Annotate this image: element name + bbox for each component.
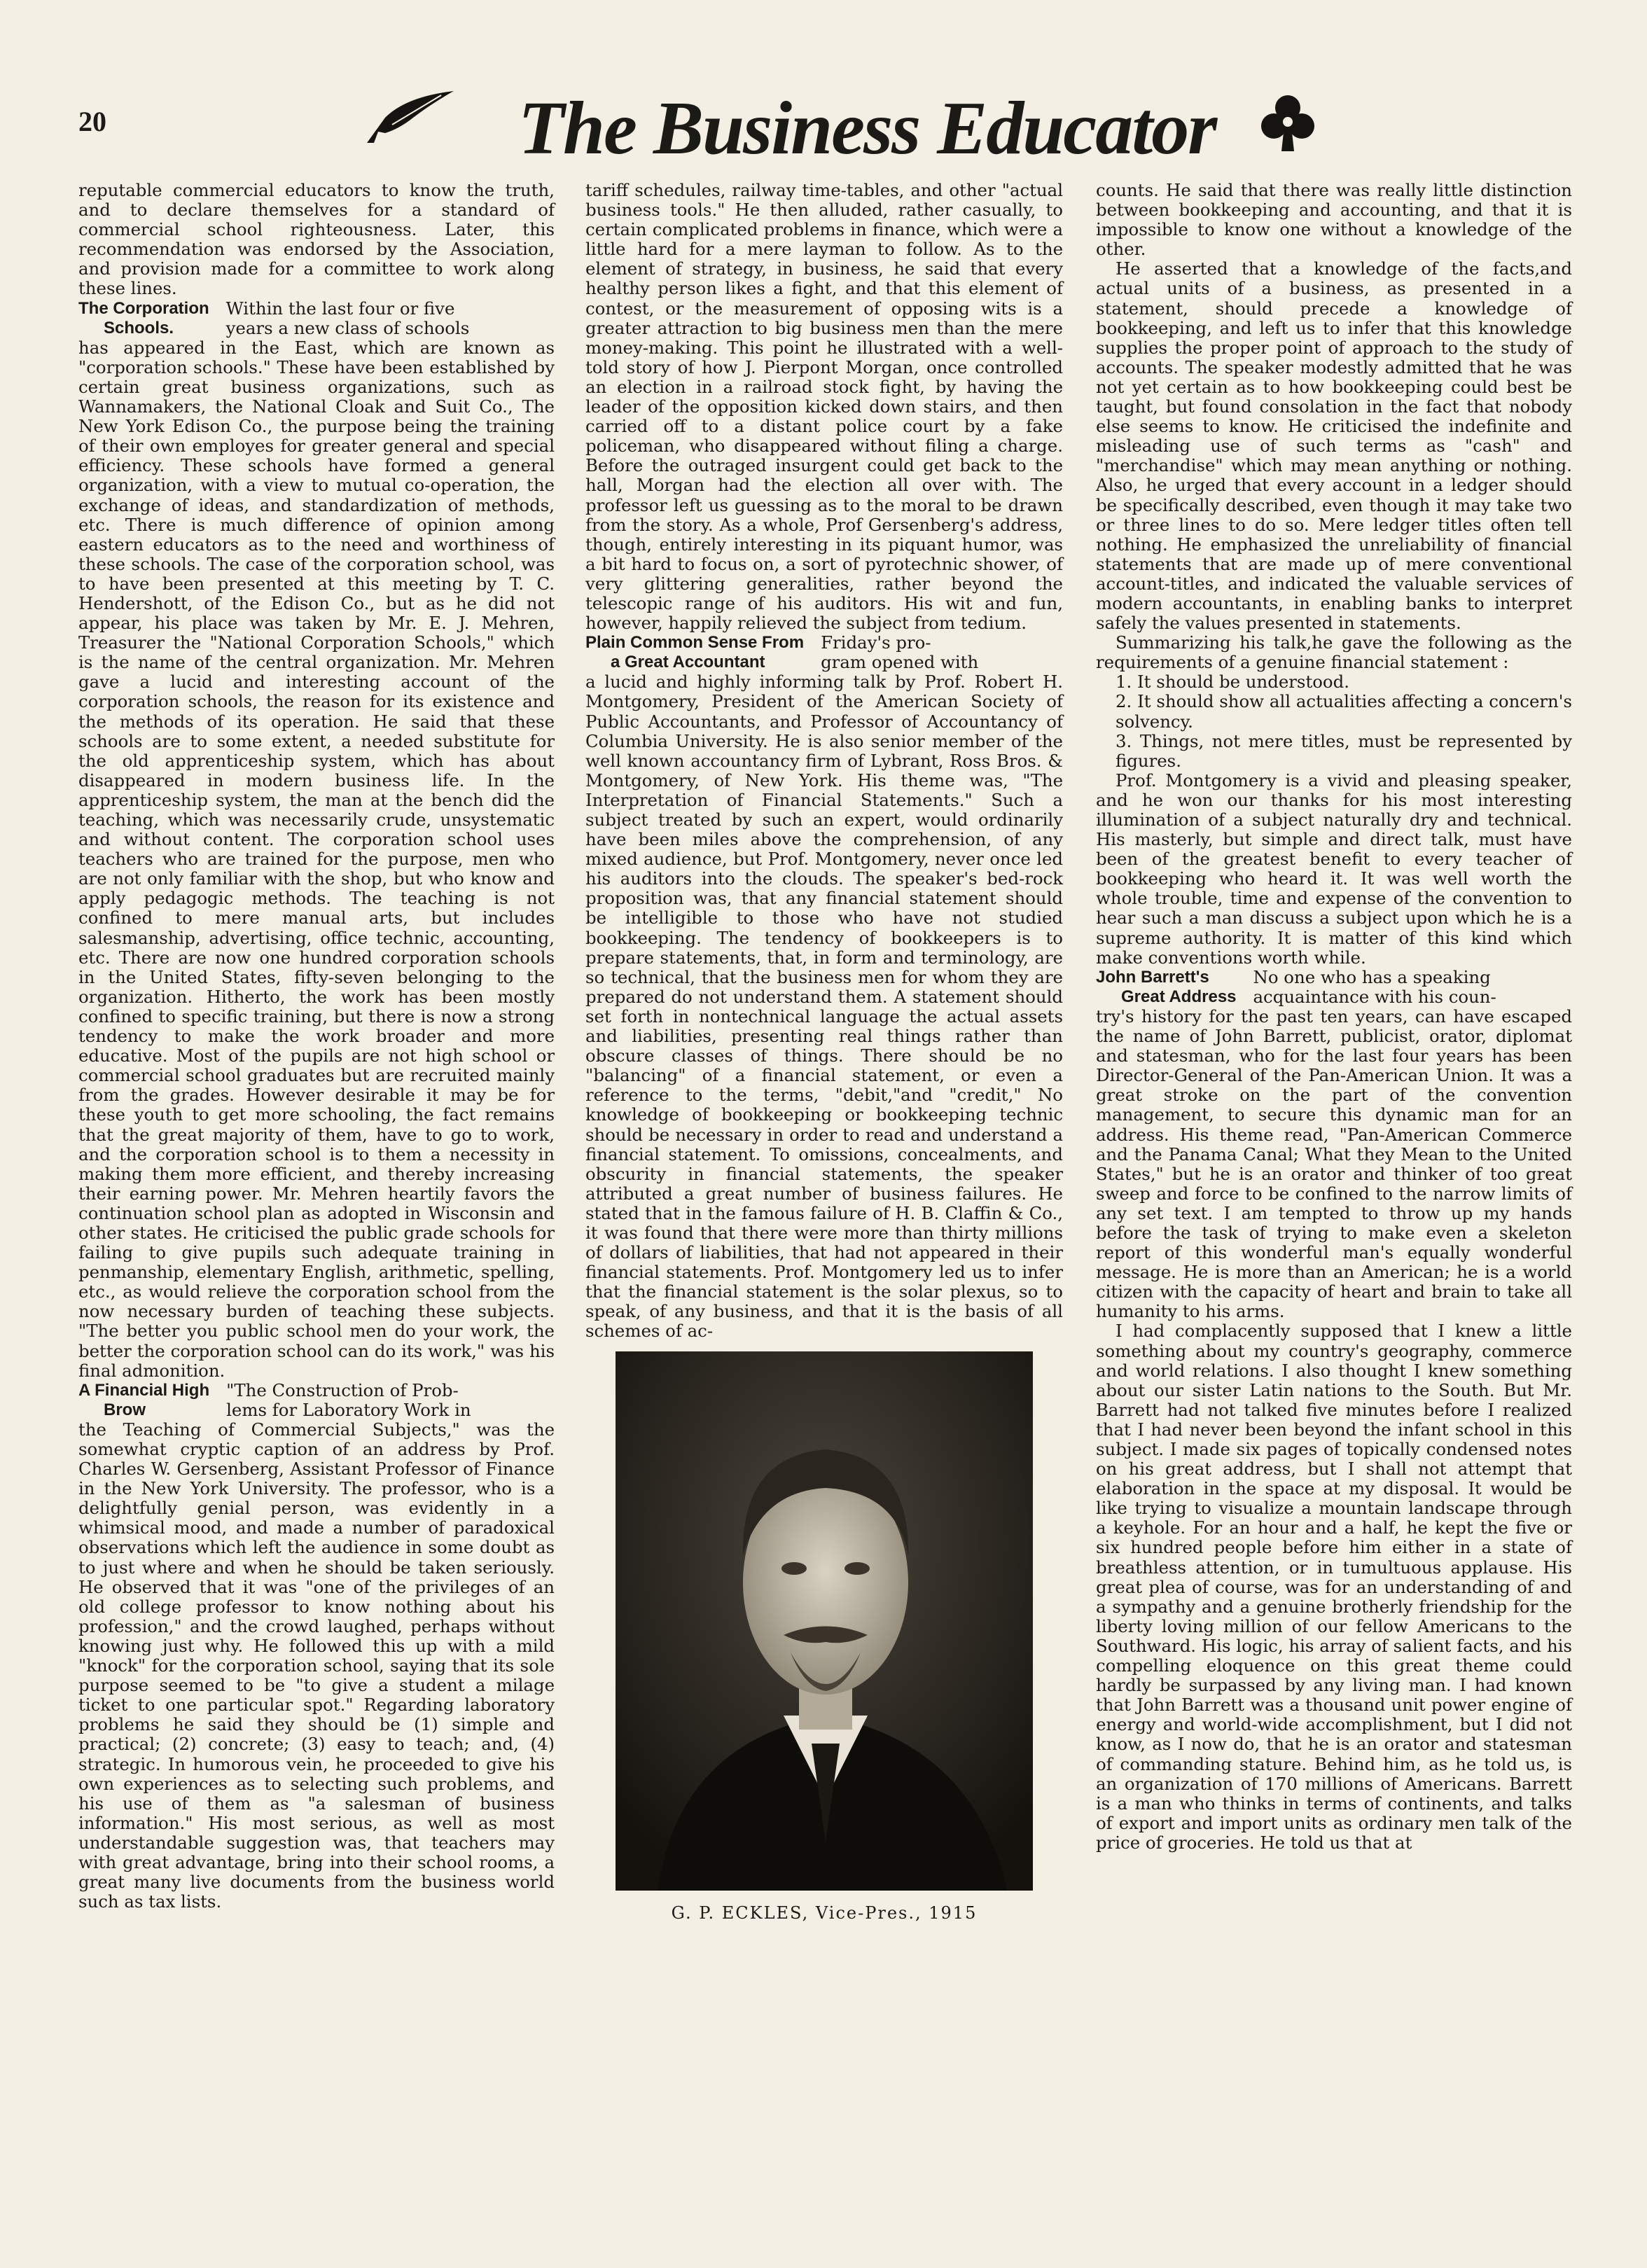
column-2 bbox=[585, 181, 1063, 1923]
side-heading-text: No one who has a speaking bbox=[1253, 966, 1491, 987]
side-heading-plain-common-sense bbox=[585, 633, 1063, 672]
side-heading-label: a Great Accountant bbox=[611, 653, 765, 672]
side-heading-label: Great Address bbox=[1121, 987, 1237, 1006]
portrait-photo bbox=[616, 1351, 1033, 1891]
side-heading-label: A Financial High bbox=[78, 1380, 210, 1400]
page-number: 20 bbox=[78, 106, 106, 137]
side-heading-label: Brow bbox=[104, 1400, 146, 1419]
paragraph: a lucid and highly informing talk by Prof. Robert H. Montgomery, President of the American Society of Public Accountants, and Professor of Accountancy of Columbia University. He is also senior member of the well known accountancy firm of Lybrant, Ross Bros. & Montgomery, of New York. His theme was, "The Interpretation of Financial Statements." Such a subject treated by such an expert, would ordinarily have been miles above the comprehension, of any mixed audience, but Prof. Montgomery, never once led his auditors into the clouds. The speaker's bed-rock proposition was, that any financial statement should be intelligible to those who have not studied bookkeeping. The tendency of bookkeepers is to prepare statements, that, in form and terminology, are so technical, that the business men for whom they are prepared do not understand them. A statement should set forth in nontechnical language the actual assets and liabilities, presenting real things rather than obscure classes of things. There should be no "balancing" of a financial statement, or even a reference to the terms, "debit,"and "credit," No knowledge of bookkeeping or bookkeeping technic should be necessary in order to read and understand a financial statement. To omissions, concealments, and obscurity in financial statements, the speaker attributed a great number of business failures. He stated that in the famous failure of H. B. Claffin & Co., it was found that there were more than thirty millions of dollars of liabilities, that had not appeared in their financial statements. Prof. Montgomery led us to infer that the financial statement is the solar plexus, so to speak, of any business, and that it is the basis of all schemes of ac- bbox=[585, 672, 1063, 1342]
side-heading-financial-high-brow bbox=[78, 1381, 555, 1420]
side-heading-text: Within the last four or five bbox=[225, 298, 455, 319]
list-item: 2. It should show all actualities affecting a concern's solvency. bbox=[1116, 691, 1572, 732]
paragraph: I had complacently supposed that I knew a little something about my country's geography, commerce and world relations. I also thought I knew something about our sister Latin nations to the South. But Mr. Barrett had not talked five minutes before I realized that I had never been beyond the infant school in this subject. I made six pages of topically condensed notes on his great address, but I shall not attempt that elaboration in the space at my disposal. It would be like trying to visualize a mountain landscape through a keyhole. For an hour and a half, he kept the five or six hundred people before him either in a state of breathless attention, or in tumultuous applause. His great plea of course, was for an understanding of and a sympathy and a genuine brotherly friendship for the liberty loving million of our fellow Americans to the Southward. His logic, his array of salient facts, and his compelling eloquence on this great theme could hardly be surpassed by any living man. I had known that John Barrett was a thousand unit power engine of energy and world-wide accomplishment, but I did not know, as I now do, that he is an orator and statesman of commanding stature. Behind him, as he told us, is an organization of 170 millions of Americans. Barrett is a man who thinks in terms of continents, and talks of export and import units as ordinary men talk of the price of groceries. He told us that at bbox=[1096, 1321, 1572, 1853]
paragraph: counts. He said that there was really little distinction between bookkeeping and accounting, and that it is impossible to know one without a knowledge of the other. bbox=[1096, 180, 1572, 260]
side-heading-text: years a new class of schools bbox=[225, 317, 470, 338]
side-heading-label: John Barrett's bbox=[1096, 967, 1209, 987]
side-heading-text: acquaintance with his coun- bbox=[1253, 986, 1496, 1007]
paragraph: He asserted that a knowledge of the facts,and actual units of a business, as presented in a statement, should precede a knowledge of bookkeeping, and left us to infer that this knowledge supplies the proper point of approach to the study of accounts. The speaker modestly admitted that he was not yet certain as to how bookkeeping could best be taught, but found consolation in the fact that nobody else seems to know. He criticised the indefinite and misleading use of such terms as "cash" and "merchandise" which may mean anything or nothing. Also, he urged that every account in a ledger should be specifically described, even though it may take two or three lines to do so. Mere ledger titles often tell nothing. He emphasized the unreliability of financial statements that are made up of mere conventional account-titles, and indicated the valuable services of modern accountants, in enabling banks to interpret safely the values presented in statements. bbox=[1096, 258, 1572, 634]
column-3 bbox=[1096, 181, 1572, 1853]
paragraph: try's history for the past ten years, can have escaped the name of John Barrett, publicist, orator, diplomat and statesman, who for the last four years has been Director-General of the Pan-American Union. It was a great stroke on the part of the convention management, to secure this dynamic man for an address. His theme read, "Pan-American Commerce and the Panama Canal; What they Mean to the United States," but he is an orator and thinker of too great sweep and force to be confined to the narrow limits of any set text. I am tempted to throw up my hands before the task of trying to make even a skeleton report of this wonderful man's equally wonderful message. He is more than an American; he is a world citizen with the capacity of heart and brain to take all humanity to his arms. bbox=[1096, 1006, 1572, 1322]
paragraph: has appeared in the East, which are known as "corporation schools." These have been established by certain great business organizations, such as Wannamakers, the National Cloak and Suit Co., The New York Edison Co., the purpose being the training of their own employes for greater general and special efficiency. These schools have formed a general organization, with a view to mutual co-operation, the exchange of ideas, and standardization of methods, etc. There is much difference of opinion among eastern educators as to the need and worthiness of these schools. The case of the corporation school, was to have been presented at this meeting by T. C. Hendershott, of the Edison Co., but as he did not appear, his place was taken by Mr. E. J. Mehren, Treasurer the "National Corporation Schools," which is the name of the central organization. Mr. Mehren gave a lucid and interesting account of the corporation schools, the reason for its existence and the methods of its operation. He said that these schools are to some extent, a needed substitute for the old apprenticeship system, which has about disappeared in modern business life. In the apprenticeship system, the man at the bench did the teaching, which was necessarily crude, unsystematic and without content. The corporation school uses teachers who are trained for the purpose, men who are not only familiar with the shop, but who know and apply pedagogic methods. The teaching is not confined to mere manual arts, but includes salesmanship, advertising, office technic, accounting, etc. There are now one hundred corporation schools in the United States, fifty-seven belonging to the organization. Hitherto, the work has been mostly confined to specific training, but there is now a strong tendency to make the work broader and more educative. Most of the pupils are not high school or commercial school graduates but are recruited mainly from the grades. However desirable it may be for these youth to get more schooling, the fact remains that the great majority of them, have to go to work, and the corporation school is to them a necessity in making them more efficient, and thereby increasing their earning power. Mr. Mehren heartily favors the continuation school plan as adopted in Wisconsin and other states. He criticised the public grade schools for failing to give pupils such adequate training in penmanship, elementary English, arithmetic, spelling, etc., as would relieve the corporation school from the now necessary burden of teaching these subjects. "The better you public school men do your work, the better the corporation school can do its work," was his final admonition. bbox=[78, 337, 555, 1381]
list-item: 1. It should be understood. bbox=[1116, 672, 1349, 693]
paragraph: reputable commercial educators to know the truth, and to declare themselves for a standard of commercial school righteousness. Later, this recommendation was endorsed by the Association, and provision made for a committee to work along these lines. bbox=[78, 180, 555, 299]
quill-pen-icon bbox=[364, 90, 455, 146]
paragraph: the Teaching of Commercial Subjects," was the somewhat cryptic caption of an address by Prof. Charles W. Gersenberg, Assistant Professor of Finance in the New York University. The professor, who is a delightfully genial person, was evidently in a whimsical mood, and made a number of paradoxical observations which left the audience in some doubt as to just where and when he should be taken seriously. He observed that it was "one of the privileges of an old college professor to know nothing about his profession," and the crowd laughed, perhaps without knowing just why. He followed this up with a mild "knock" for the corporation school, saying that its sole purpose seemed to be "to give a student a milage ticket to one particular spot." Regarding laboratory problems he said they should be (1) simple and practical; (2) concrete; (3) easy to teach; and, (4) strategic. In humorous vein, he proceeded to give his own experiences as to selecting such problems, and his use of them as "a salesman of business information." His most serious, as well as most understandable suggestion was, that teachers may with great advantage, bring into their school rooms, a great many live documents from the business world such as tax lists. bbox=[78, 1419, 555, 1912]
paragraph: tariff schedules, railway time-tables, and other "actual business tools." He then alluded, rather casually, to certain complicated problems in finance, which were a little hard for a mere layman to follow. As to the element of strategy, in business, he said that every healthy person likes a fight, and that this element of contest, or the measurement of opposing wits is a greater attraction to big business men than the mere money-making. This point he illustrated with a well-told story of how J. Pierpont Morgan, once controlled an election in a railroad stock fight, by having the leader of the opposition kicked down stairs, and then carried off to a distant police court by a fake policeman, who disappeared without filing a charge. Before the outraged insurgent could get back to the hall, Morgan had the election all over with. The professor left us guessing as to the moral to be drawn from the story. As a whole, Prof Gersenberg's address, though, entirely interesting in its piquant humor, was a bit hard to focus on, a sort of pyrotechnic shower, of very glittering generalities, rather beyond the telescopic range of his auditors. His wit and fun, however, happily relieved the subject from tedium. bbox=[585, 180, 1063, 634]
side-heading-label: Schools. bbox=[104, 318, 174, 338]
side-heading-text: gram opened with bbox=[821, 652, 979, 673]
side-heading-label: Plain Common Sense From bbox=[585, 633, 805, 653]
side-heading-text: lems for Laboratory Work in bbox=[226, 1399, 471, 1420]
side-heading-text: Friday's pro- bbox=[821, 632, 931, 653]
paragraph: Summarizing his talk,he gave the following as the requirements of a genuine financial statement : bbox=[1096, 632, 1572, 673]
photo-caption: G. P. ECKLES, Vice-Pres., 1915 bbox=[671, 1902, 978, 1923]
list-item: 3. Things, not mere titles, must be represented by figures. bbox=[1116, 730, 1572, 771]
page-header bbox=[0, 0, 1647, 182]
side-heading-text: "The Construction of Prob- bbox=[226, 1379, 459, 1400]
side-heading-corporation-schools bbox=[78, 299, 555, 338]
side-heading-john-barrett bbox=[1096, 968, 1572, 1007]
portrait-figure bbox=[585, 1351, 1063, 1923]
requirements-list bbox=[1096, 672, 1572, 770]
masthead-title: The Business Educator bbox=[518, 87, 1216, 170]
paragraph: Prof. Montgomery is a vivid and pleasing speaker, and he won our thanks for his most interesting illumination of a subject naturally dry and technical. His masterly, but simple and direct talk, must have been of the greatest benefit to every teacher of bookkeeping who heard it. It was well worth the whole trouble, time and expense of the convention to hear such a man discuss a subject upon which he is a supreme authority. It is matter of this kind which make conventions worth while. bbox=[1096, 770, 1572, 968]
column-1 bbox=[78, 181, 555, 1912]
club-emblem-icon bbox=[1260, 94, 1315, 153]
side-heading-label: The Corporation bbox=[78, 298, 209, 318]
